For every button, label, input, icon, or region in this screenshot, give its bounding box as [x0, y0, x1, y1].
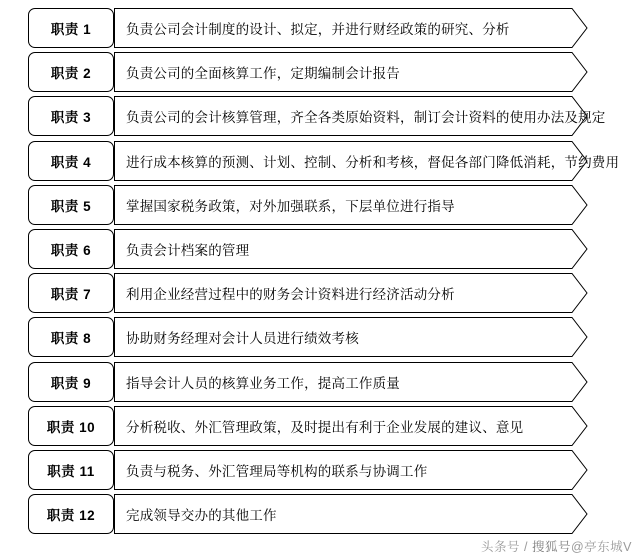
duty-banner-text: 协助财务经理对会计人员进行绩效考核	[126, 331, 359, 347]
duty-tag	[28, 494, 114, 534]
duty-tag	[28, 52, 114, 92]
duty-banner-text: 负责公司的全面核算工作，定期编制会计报告	[126, 66, 400, 82]
duty-tag-label: 职责 10	[46, 419, 96, 435]
duty-banner-text: 进行成本核算的预测、计划、控制、分析和考核，督促各部门降低消耗，节约费用	[126, 154, 620, 170]
duty-tag	[28, 96, 114, 136]
duty-tag-label: 职责 8	[50, 331, 92, 347]
duty-banner-text: 负责公司会计制度的设计、拟定，并进行财经政策的研究、分析	[126, 22, 510, 37]
duty-tag	[28, 362, 114, 402]
watermark-prefix: 头条号 /	[481, 540, 532, 554]
duty-banner-text: 分析税收、外汇管理政策，及时提出有利于企业发展的建议、意见	[126, 419, 524, 435]
duty-tag	[28, 317, 114, 357]
duty-tag	[28, 406, 114, 446]
duty-tag-label: 职责 9	[50, 375, 92, 391]
duty-row	[0, 362, 640, 406]
duty-tag	[28, 273, 114, 313]
duty-tag	[28, 450, 114, 490]
duty-row	[0, 450, 640, 494]
duty-banner	[114, 229, 588, 269]
duty-row	[0, 8, 640, 52]
watermark	[481, 537, 632, 555]
duty-banner-text: 利用企业经营过程中的财务会计资料进行经济活动分析	[126, 287, 455, 303]
duty-row	[0, 229, 640, 273]
duty-tag-label: 职责 7	[50, 287, 92, 303]
duty-banner	[114, 362, 588, 402]
duty-row	[0, 273, 640, 317]
duty-banner	[114, 450, 588, 490]
duty-row	[0, 317, 640, 361]
duty-tag	[28, 229, 114, 269]
duty-banner	[114, 8, 588, 48]
duty-banner	[114, 273, 588, 313]
duty-tag-label: 职责 5	[50, 198, 92, 214]
duty-tag	[28, 185, 114, 225]
duty-tag-label: 职责 11	[47, 464, 95, 479]
duty-banner	[114, 185, 588, 225]
duty-banner	[114, 52, 588, 92]
duty-tag-label: 职责 2	[50, 66, 92, 82]
duty-banner	[114, 406, 588, 446]
duty-banner	[114, 141, 620, 181]
duty-banner-text: 完成领导交办的其他工作	[126, 508, 277, 524]
duty-tag-label: 职责 3	[50, 110, 92, 126]
duty-tag	[28, 8, 114, 48]
duty-row	[0, 406, 640, 450]
duty-banner-text: 指导会计人员的核算业务工作，提高工作质量	[126, 375, 400, 391]
duty-banner	[114, 96, 606, 136]
duty-banner	[114, 317, 588, 357]
duty-banner-text: 负责与税务、外汇管理局等机构的联系与协调工作	[126, 464, 428, 479]
duty-banner	[114, 494, 588, 534]
duty-tag-label: 职责 12	[46, 508, 96, 524]
watermark-brand: 搜狐号	[531, 540, 571, 554]
duty-tag	[28, 141, 114, 181]
duty-row	[0, 494, 640, 538]
duty-tag-label: 职责 1	[50, 22, 92, 37]
duty-tag-label: 职责 4	[50, 154, 92, 170]
duty-banner-text: 负责会计档案的管理	[126, 243, 250, 258]
duty-row	[0, 185, 640, 229]
duty-banner-text: 负责公司的会计核算管理，齐全各类原始资料，制订会计资料的使用办法及规定	[126, 110, 606, 126]
duty-banner-text: 掌握国家税务政策，对外加强联系，下层单位进行指导	[126, 198, 455, 214]
watermark-suffix: @亭东城V	[570, 540, 632, 554]
duty-tag-label: 职责 6	[50, 243, 92, 258]
duty-row	[0, 96, 640, 140]
duty-row	[0, 141, 640, 185]
duty-row	[0, 52, 640, 96]
